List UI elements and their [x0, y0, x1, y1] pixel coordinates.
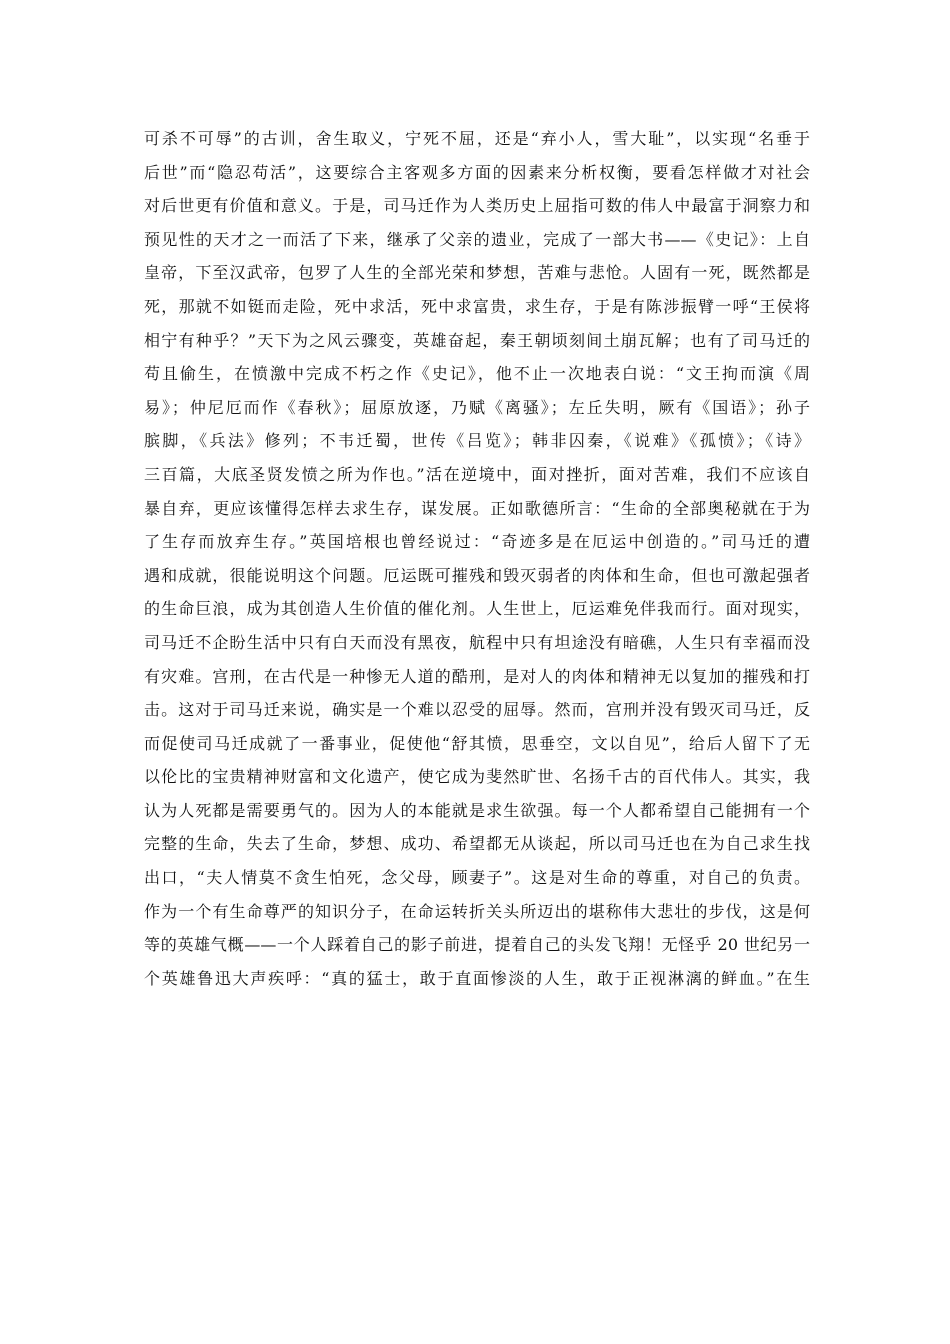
- text-line: 遇和成就，很能说明这个问题。厄运既可摧残和毁灭弱者的肉体和生命，但也可激起强者: [144, 565, 810, 585]
- text-line: 认为人死都是需要勇气的。因为人的本能就是求生欲强。每一个人都希望自己能拥有一个: [144, 800, 810, 820]
- text-line: 苟且偷生，在愤激中完成不朽之作《史记》，他不止一次地表白说：“文王拘而演《周: [144, 364, 810, 384]
- text-line: 膑脚，《兵法》修列；不韦迁蜀，世传《吕览》；韩非囚秦，《说难》《孤愤》；《诗》: [144, 431, 810, 451]
- text-line: 皇帝，下至汉武帝，包罗了人生的全部光荣和梦想，苦难与悲怆。人固有一死，既然都是: [144, 263, 810, 283]
- text-line: 暴自弃，更应该懂得怎样去求生存，谋发展。正如歌德所言：“生命的全部奥秘就在于为: [144, 498, 810, 518]
- text-line: 死，那就不如铤而走险，死中求活，死中求富贵，求生存，于是有陈涉振臂一呼“王侯将: [144, 296, 810, 316]
- text-line: 等的英雄气概——一个人踩着自己的影子前进，提着自己的头发飞翔！无怪乎 20 世纪另一: [144, 935, 810, 955]
- text-line: 相宁有种乎？”天下为之风云骤变，英雄奋起，秦王朝顷刻间土崩瓦解；也有了司马迁的: [144, 330, 810, 350]
- text-line: 易》；仲尼厄而作《春秋》；屈原放逐，乃赋《离骚》；左丘失明，厥有《国语》；孙子: [144, 397, 810, 417]
- text-line: 预见性的天才之一而活了下来，继承了父亲的遗业，完成了一部大书——《史记》：上自: [144, 229, 810, 249]
- text-line: 击。这对于司马迁来说，确实是一个难以忍受的屈辱。然而，宫刑并没有毁灭司马迁，反: [144, 700, 810, 720]
- text-line: 有灾难。宫刑，在古代是一种惨无人道的酷刑，是对人的肉体和精神无以复加的摧残和打: [144, 666, 810, 686]
- text-line: 出口，“夫人情莫不贪生怕死，念父母，顾妻子”。这是对生命的尊重，对自己的负责。: [144, 868, 810, 888]
- text-line: 的生命巨浪，成为其创造人生价值的催化剂。人生世上，厄运难免伴我而行。面对现实，: [144, 599, 810, 619]
- text-line: 完整的生命，失去了生命，梦想、成功、希望都无从谈起，所以司马迁也在为自己求生找: [144, 834, 810, 854]
- text-line: 司马迁不企盼生活中只有白天而没有黑夜，航程中只有坦途没有暗礁，人生只有幸福而没: [144, 632, 810, 652]
- text-line: 对后世更有价值和意义。于是，司马迁作为人类历史上屈指可数的伟人中最富于洞察力和: [144, 196, 810, 216]
- body-text: [144, 122, 810, 995]
- text-line: 以伦比的宝贵精神财富和文化遗产，使它成为斐然旷世、名扬千古的百代伟人。其实，我: [144, 767, 810, 787]
- text-line: 个英雄鲁迅大声疾呼：“真的猛士，敢于直面惨淡的人生，敢于正视淋漓的鲜血。”在生: [144, 968, 810, 988]
- text-line: 可杀不可辱”的古训，舍生取义，宁死不屈，还是“弃小人，雪大耻”，以实现“名垂于: [144, 129, 810, 148]
- text-line: 而促使司马迁成就了一番事业，促使他“舒其愤，思垂空，文以自见”，给后人留下了无: [144, 733, 810, 753]
- text-line: 三百篇，大底圣贤发愤之所为作也。”活在逆境中，面对挫折，面对苦难，我们不应该自: [144, 464, 810, 484]
- text-line: 后世”而“隐忍苟活”，这要综合主客观多方面的因素来分析权衡，要看怎样做才对社会: [144, 162, 810, 182]
- text-line: 作为一个有生命尊严的知识分子，在命运转折关头所迈出的堪称伟大悲壮的步伐，这是何: [144, 901, 810, 921]
- text-line: 了生存而放弃生存。”英国培根也曾经说过：“奇迹多是在厄运中创造的。”司马迁的遭: [144, 532, 810, 552]
